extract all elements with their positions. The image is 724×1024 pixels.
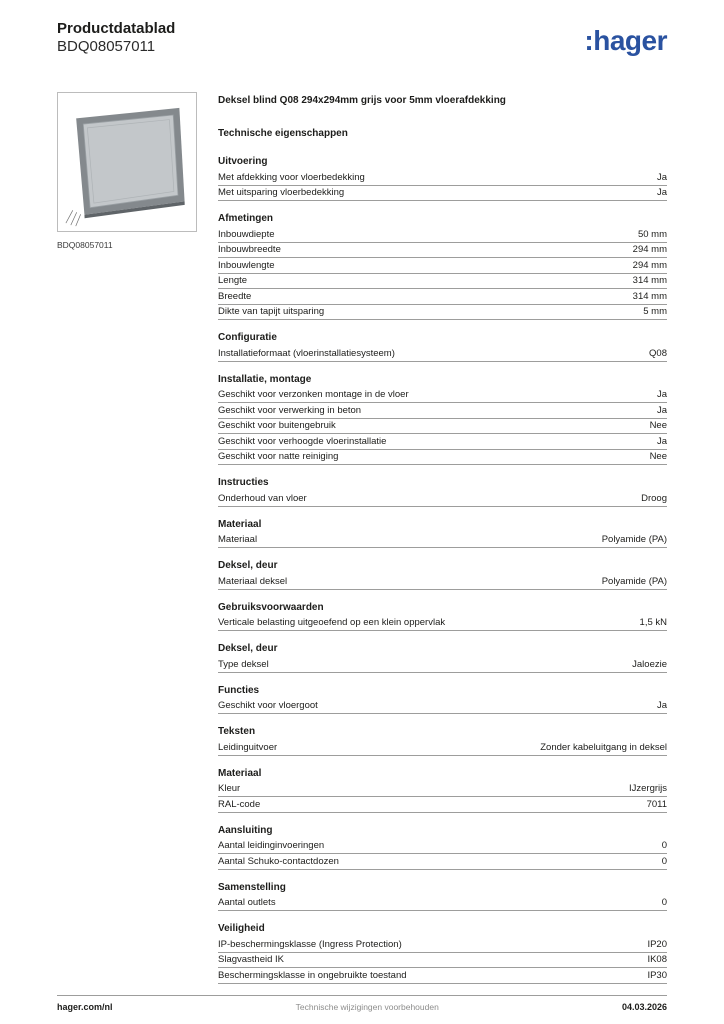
spec-row [218,450,667,466]
spec-value: Polyamide (PA) [601,575,667,587]
spec-row [218,346,667,362]
spec-value: 5 mm [643,306,667,317]
spec-label: Inbouwbreedte [218,244,281,255]
spec-label: Geschikt voor verwerking in beton [218,404,362,416]
spec-sections [218,156,667,984]
page-header [57,20,667,56]
spec-value: Ja [656,404,667,416]
spec-value: IP30 [647,969,667,981]
section-title: Instructies [218,477,269,488]
content-area [57,92,667,984]
spec-label: Geschikt voor vloergoot [218,700,318,711]
spec-row [218,699,667,715]
spec-row [218,797,667,813]
spec-label: Aantal outlets [218,897,276,908]
spec-label: Slagvastheid IK [218,954,285,965]
spec-value: IJzergrijs [628,783,667,794]
spec-value: Ja [656,187,667,198]
spec-row [218,258,667,274]
spec-value: Ja [656,171,667,183]
section-title: Deksel, deur [218,643,278,654]
spec-value: Q08 [649,347,667,359]
spec-row [218,289,667,305]
spec-row [218,968,667,984]
footer-date: 04.03.2026 [621,1002,667,1012]
spec-label: Verticale belasting uitgeoefend op een klein oppervlak [218,617,446,628]
spec-label: Inbouwdiepte [218,228,275,240]
spec-value: 294 mm [632,259,667,271]
spec-label: IP-beschermingsklasse (Ingress Protection) [218,938,402,950]
spec-label: Lengte [218,275,248,286]
spec-value: Nee [649,420,667,431]
product-image-caption: BDQ08057011 [57,240,113,250]
spec-value: 0 [661,855,667,867]
product-id: BDQ08057011 [57,38,156,55]
spec-value: 1,5 kN [639,617,667,628]
section-title: Afmetingen [218,213,273,224]
spec-row [218,227,667,243]
spec-value: Polyamide (PA) [601,534,667,545]
spec-label: Met afdekking voor vloerbedekking [218,171,365,183]
spec-value: Nee [649,451,667,462]
spec-row [218,243,667,259]
spec-value: Zonder kabeluitgang in deksel [540,741,667,753]
spec-value: Ja [656,700,667,711]
spec-value: 314 mm [632,290,667,302]
section-title: Gebruiksvoorwaarden [218,601,324,613]
spec-row [218,533,667,549]
footer-disclaimer: Technische wijzigingen voorbehouden [295,1002,439,1012]
spec-label: Kleur [218,783,241,794]
section-title: Uitvoering [218,156,268,167]
spec-row [218,953,667,969]
spec-row [218,740,667,756]
spec-label: Geschikt voor buitengebruik [218,420,336,431]
image-column [57,92,197,984]
spec-row [218,896,667,912]
spec-value: 0 [661,840,667,851]
spec-label: RAL-code [218,798,261,810]
spec-value: 314 mm [632,275,667,286]
spec-label: Breedte [218,290,252,302]
spec-label: Materiaal deksel [218,575,288,587]
spec-value: IK08 [647,954,667,965]
spec-value: 7011 [646,798,667,810]
spec-row [218,419,667,435]
spec-value: Droog [641,492,667,504]
section-title: Functies [218,684,260,696]
spec-row [218,186,667,202]
section-title: Samenstelling [218,881,286,893]
spec-value: Ja [656,435,667,447]
spec-label: Geschikt voor natte reiniging [218,451,339,462]
spec-row [218,170,667,186]
spec-row [218,657,667,673]
product-name: Deksel blind Q08 294x294mm grijs voor 5mm vloerafdekking [218,95,506,106]
spec-value: 0 [661,897,667,908]
spec-row [218,491,667,507]
spec-value: 50 mm [637,228,667,240]
spec-row [218,403,667,419]
header-text-block [57,20,175,56]
product-image [57,92,197,232]
footer-website-link[interactable]: hager.com/nl [57,1002,113,1012]
section-title: Installatie, montage [218,373,312,385]
spec-row [218,616,667,632]
spec-label: Geschikt voor verhoogde vloerinstallatie [218,435,387,447]
spec-column [218,92,667,984]
spec-label: Met uitsparing vloerbedekking [218,187,345,198]
hager-logo: :hager [584,25,667,56]
section-title: Teksten [218,726,256,737]
section-title: Veiligheid [218,923,265,934]
spec-label: Materiaal [218,534,258,545]
spec-label: Beschermingsklasse in ongebruikte toestand [218,969,407,981]
floor-cover-illustration [58,93,196,231]
spec-row [218,854,667,870]
spec-label: Inbouwlengte [218,259,275,271]
section-title: Materiaal [218,767,262,779]
spec-row [218,937,667,953]
spec-value: IP20 [647,938,667,950]
spec-label: Leidinguitvoer [218,741,278,753]
spec-value: Ja [656,389,667,400]
spec-value: Jaloezie [632,658,667,670]
tech-properties-title: Technische eigenschappen [218,128,348,139]
spec-row [218,434,667,450]
section-title: Aansluiting [218,824,273,836]
spec-label: Geschikt voor verzonken montage in de vloer [218,389,409,400]
spec-label: Type deksel [218,658,269,670]
spec-row [218,274,667,290]
section-title: Materiaal [218,518,262,530]
section-title: Deksel, deur [218,560,278,571]
spec-row [218,782,667,798]
spec-label: Installatieformaat (vloerinstallatiesysteem) [218,347,395,359]
spec-label: Aantal leidinginvoeringen [218,840,325,851]
page-footer [57,995,667,1012]
spec-label: Dikte van tapijt uitsparing [218,306,325,317]
spec-row [218,839,667,855]
spec-label: Aantal Schuko-contactdozen [218,855,339,867]
spec-label: Onderhoud van vloer [218,492,307,504]
spec-row [218,305,667,321]
page-title: Productdatablad [57,20,176,37]
spec-row [218,388,667,404]
section-title: Configuratie [218,332,277,343]
spec-row [218,574,667,590]
spec-value: 294 mm [632,244,667,255]
